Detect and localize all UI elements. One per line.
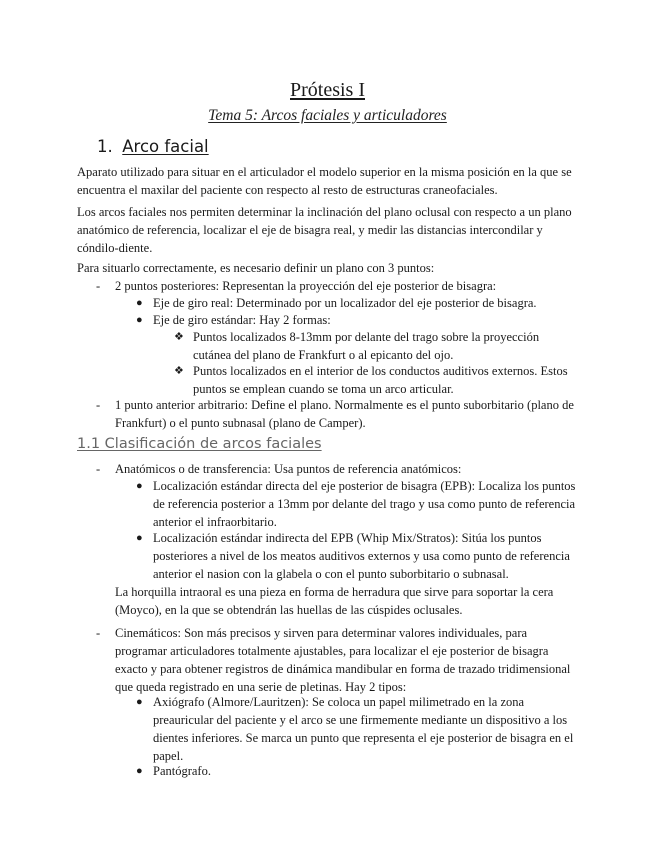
page-subtitle: Tema 5: Arcos faciales y articuladores [208, 107, 447, 124]
list-item-direct-epb: Localización estándar directa del eje posterior de bisagra (EPB): Localiza los puntos de referencia posterior a 13mm por delante del trago y usa como punto de referencia anterior el infraorbitario. [153, 479, 576, 529]
paragraph-horquilla: La horquilla intraoral es una pieza en forma de herradura que sirve para soportar la cera (Moyco), en la que se obtendrán las huellas de las cúspides oclusales. [115, 585, 554, 617]
list-item-axiografo: Axiógrafo (Almore/Lauritzen): Se coloca un papel milimetrado en la zona preauricular del paciente y el arco se une firmemente mediante un dispositivo a los dientes inferiores. Se marca un punto que representa el eje posterior de bisagra en el papel. [153, 695, 574, 763]
section-number: 1. [97, 137, 113, 156]
list-item-anatomicos: Anatómicos o de transferencia: Usa puntos de referencia anatómicos: [115, 462, 462, 476]
bullet-marker: ● [136, 314, 143, 326]
diamond-marker: ❖ [174, 331, 184, 343]
section-title: Arco facial [122, 137, 209, 156]
page-title: Prótesis I [290, 79, 365, 101]
section-heading-arco-facial [97, 136, 209, 158]
bullet-marker: ● [136, 297, 143, 309]
list-item-standard-axis: Eje de giro estándar: Hay 2 formas: [153, 313, 331, 327]
bullet-marker: ● [136, 532, 143, 544]
bullet-marker: ● [136, 696, 143, 708]
bullet-marker: ● [136, 765, 143, 777]
list-item-tragus-points: Puntos localizados 8-13mm por delante del trago sobre la proyección cutánea del plano de Frankfurt o al epicanto del ojo. [193, 330, 540, 362]
dash-marker: - [96, 462, 101, 476]
subsection-heading-classification: 1.1 Clasificación de arcos faciales [77, 436, 322, 452]
dash-marker: - [96, 626, 101, 640]
list-item-real-axis: Eje de giro real: Determinado por un localizador del eje posterior de bisagra. [153, 296, 537, 310]
paragraph-functions: Los arcos faciales nos permiten determinar la inclinación del plano oclusal con respecto a un plano anatómico de referencia, localizar el eje de bisagra real, y medir las distancias intercondilar y cóndilo-diente. [77, 205, 572, 255]
list-item-anterior-point: 1 punto anterior arbitrario: Define el plano. Normalmente es el punto suborbitario (plano de Frankfurt) o el punto subnasal (plano de Camper). [115, 398, 574, 430]
dash-marker: - [96, 398, 101, 412]
paragraph-definition: Aparato utilizado para situar en el articulador el modelo superior en la misma posición en la que se encuentra el maxilar del paciente con respecto al resto de estructuras craneofaciales. [77, 165, 572, 197]
list-item-indirect-epb: Localización estándar indirecta del EPB (Whip Mix/Stratos): Sitúa los puntos posteriores a nivel de los meatos auditivos externos y usa como punto de referencia anterior el nasion con la glabela o con el punto suborbitario o subnasal. [153, 531, 570, 581]
list-item-cinematicos: Cinemáticos: Son más precisos y sirven para determinar valores individuales, para programar articuladores totalmente ajustables, para localizar el eje posterior de bisagra exacto y para obtener registros de dinámica mandibular en forma de trazado tridimensional que queda registrado en una serie de pletinas. Hay 2 tipos: [115, 626, 571, 694]
bullet-marker: ● [136, 480, 143, 492]
diamond-marker: ❖ [174, 365, 184, 377]
list-item-pantografo: Pantógrafo. [153, 764, 211, 778]
paragraph-setup: Para situarlo correctamente, es necesario definir un plano con 3 puntos: [77, 261, 435, 275]
dash-marker: - [96, 279, 101, 293]
list-item-posterior-points: 2 puntos posteriores: Representan la proyección del eje posterior de bisagra: [115, 279, 497, 293]
list-item-auditory-points: Puntos localizados en el interior de los conductos auditivos externos. Estos puntos se emplean cuando se toma un arco articular. [193, 364, 568, 396]
